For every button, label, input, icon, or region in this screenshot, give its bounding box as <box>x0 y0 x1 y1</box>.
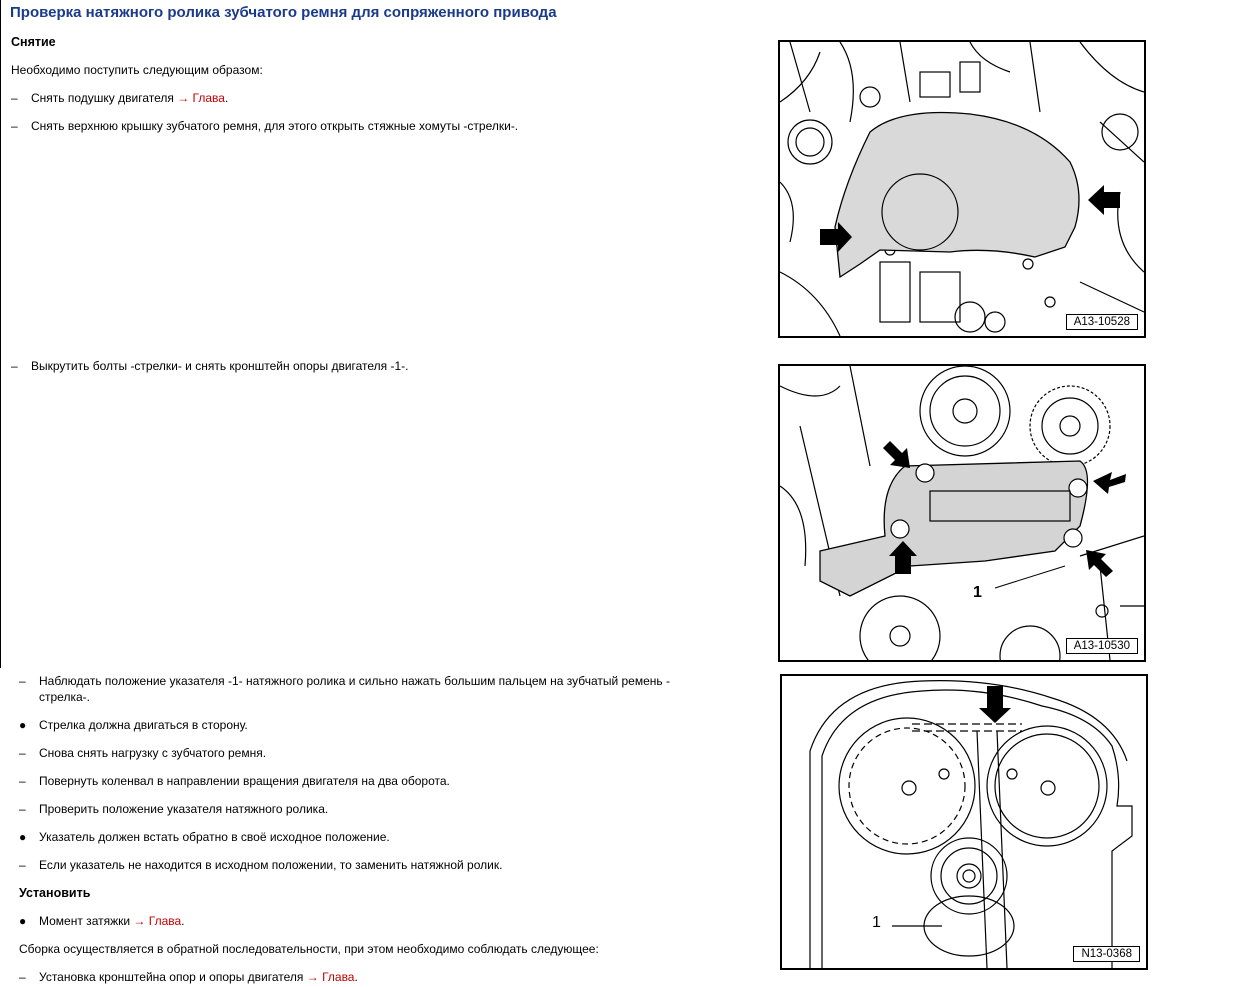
step-text: Снять верхнюю крышку зубчатого ремня, для этого открыть стяжные хомуты -стрелки-. <box>31 119 519 133</box>
bullet-marker: ● <box>19 914 27 928</box>
bracket-illustration <box>780 366 1144 660</box>
torque-after: . <box>181 914 185 928</box>
step-after: . <box>354 970 358 984</box>
torque-text: Момент затяжки <box>39 914 134 928</box>
page-title: Проверка натяжного ролика зубчатого ремня для сопряженного привода <box>10 4 557 21</box>
bullet-marker: ● <box>19 830 27 844</box>
install-heading: Установить <box>19 886 91 900</box>
step-marker: – <box>19 774 26 788</box>
note-arrow-moves <box>19 718 248 732</box>
figure-tensioner-check <box>780 674 1148 970</box>
step-marker: – <box>19 746 26 760</box>
engine-cover-illustration <box>780 42 1144 336</box>
step-marker: – <box>19 674 26 688</box>
note-pointer-returns <box>19 830 390 844</box>
step-marker: – <box>19 802 26 816</box>
step-rotate-crankshaft <box>19 774 450 788</box>
chapter-link[interactable]: → Глава <box>306 970 355 984</box>
step-text: Снять подушку двигателя <box>31 91 178 105</box>
step-text: Проверить положение указателя натяжного ролика. <box>39 802 329 816</box>
step-marker: – <box>11 91 18 105</box>
callout-number: 1 <box>973 584 982 601</box>
callout-number: 1 <box>872 914 881 931</box>
note-text: Указатель должен встать обратно в своё исходное положение. <box>39 830 390 844</box>
step-text-continuation: стрелка-. <box>39 690 90 704</box>
figure-code: A13-10528 <box>1066 314 1138 330</box>
step-observe-pointer <box>19 674 670 688</box>
removal-heading: Снятие <box>11 35 56 49</box>
step-text: Повернуть коленвал в направлении вращения двигателя на два оборота. <box>39 774 450 788</box>
figure-mount-bracket <box>778 364 1146 662</box>
step-remove-bracket <box>11 359 409 373</box>
tensioner-illustration <box>782 676 1146 968</box>
step-marker: – <box>19 858 26 872</box>
figure-code: A13-10530 <box>1066 638 1138 654</box>
step-remove-upper-cover <box>11 119 518 133</box>
step-text: Снова снять нагрузку с зубчатого ремня. <box>39 746 267 760</box>
step-check-pointer <box>19 802 328 816</box>
step-install-bracket <box>19 970 358 984</box>
left-border-line <box>0 0 1 668</box>
figure-upper-cover <box>778 40 1146 338</box>
step-marker: – <box>11 359 18 373</box>
step-release-load <box>19 746 266 760</box>
chapter-link[interactable]: → Глава <box>133 914 182 928</box>
step-marker: – <box>11 119 18 133</box>
torque-note <box>19 914 185 928</box>
assembly-note: Сборка осуществляется в обратной последовательности, при этом необходимо соблюдать следующее: <box>19 942 599 956</box>
step-text: Наблюдать положение указателя -1- натяжного ролика и сильно нажать большим пальцем на зубчатый ремень - <box>39 674 670 688</box>
step-remove-engine-mount <box>11 91 228 105</box>
note-text: Стрелка должна двигаться в сторону. <box>39 718 248 732</box>
step-replace-tensioner <box>19 858 502 872</box>
step-marker: – <box>19 970 26 984</box>
step-text: Установка кронштейна опор и опоры двигателя <box>39 970 307 984</box>
figure-code: N13-0368 <box>1073 946 1140 962</box>
intro-text: Необходимо поступить следующим образом: <box>11 63 263 77</box>
step-after: . <box>224 91 229 105</box>
bullet-marker: ● <box>19 718 27 732</box>
step-text: Выкрутить болты -стрелки- и снять кронштейн опоры двигателя -1-. <box>31 359 409 373</box>
chapter-link[interactable]: → Глава <box>177 91 225 105</box>
step-text: Если указатель не находится в исходном положении, то заменить натяжной ролик. <box>39 858 503 872</box>
